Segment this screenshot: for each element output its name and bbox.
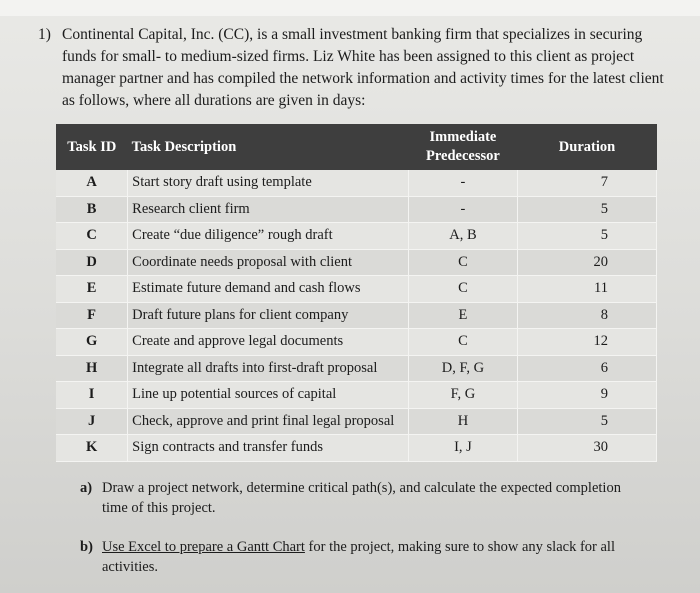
header-predecessor-line2: Predecessor [426, 148, 500, 164]
cell-description: Create and approve legal documents [128, 329, 409, 356]
header-predecessor-line1: Immediate [429, 129, 497, 145]
cell-task-id: G [56, 329, 128, 356]
part-b-text: for the project, making sure to show any slack for all activities. [102, 539, 615, 575]
cell-description: Research client firm [128, 196, 409, 223]
table-row [56, 276, 657, 303]
part-a [80, 478, 640, 518]
table-row [56, 249, 657, 276]
header-task-id: Task ID [56, 124, 128, 170]
cell-task-id: D [56, 249, 128, 276]
cell-predecessor: I, J [408, 435, 517, 462]
table-row [56, 302, 657, 329]
cell-description: Line up potential sources of capital [128, 382, 409, 409]
part-b-body [102, 537, 670, 577]
cell-duration: 7 [518, 170, 657, 196]
cell-predecessor: - [408, 170, 517, 196]
question-number: 1) [38, 26, 51, 43]
cell-duration: 30 [518, 435, 657, 462]
cell-predecessor: E [408, 302, 517, 329]
cell-predecessor: C [408, 276, 517, 303]
question-text: Continental Capital, Inc. (CC), is a small investment banking firm that specializes in securing funds for small- to medium-sized firms. Liz White has been assigned to this client as project manager partner and has compiled the network information and activity times for the latest client as follows, where all durations are given in days: [62, 26, 664, 109]
cell-task-id: A [56, 170, 128, 196]
table-row [56, 223, 657, 250]
part-a-text: Draw a project network, determine critical path(s), and calculate the expected completion time of this project. [102, 480, 621, 516]
question-1 [38, 24, 678, 112]
task-table [56, 124, 657, 462]
cell-description: Start story draft using template [128, 170, 409, 196]
cell-description: Create “due diligence” rough draft [128, 223, 409, 250]
header-task-description: Task Description [128, 124, 409, 170]
cell-task-id: C [56, 223, 128, 250]
cell-predecessor: - [408, 196, 517, 223]
cell-predecessor: C [408, 329, 517, 356]
table-body [56, 170, 657, 461]
cell-task-id: J [56, 408, 128, 435]
cell-predecessor: D, F, G [408, 355, 517, 382]
top-edge [0, 0, 700, 16]
cell-predecessor: C [408, 249, 517, 276]
table-row [56, 196, 657, 223]
cell-predecessor: F, G [408, 382, 517, 409]
cell-task-id: I [56, 382, 128, 409]
cell-predecessor: A, B [408, 223, 517, 250]
cell-task-id: F [56, 302, 128, 329]
part-a-label: a) [80, 480, 93, 496]
part-b [80, 537, 670, 577]
cell-description: Check, approve and print final legal proposal [128, 408, 409, 435]
cell-description: Integrate all drafts into first-draft proposal [128, 355, 409, 382]
cell-duration: 20 [518, 249, 657, 276]
table-header-row [56, 124, 657, 170]
cell-duration: 5 [518, 223, 657, 250]
part-b-label: b) [80, 539, 93, 555]
cell-duration: 11 [518, 276, 657, 303]
header-duration: Duration [518, 124, 657, 170]
cell-task-id: E [56, 276, 128, 303]
table-row [56, 435, 657, 462]
cell-task-id: H [56, 355, 128, 382]
cell-description: Coordinate needs proposal with client [128, 249, 409, 276]
table-row [56, 408, 657, 435]
cell-task-id: K [56, 435, 128, 462]
cell-duration: 8 [518, 302, 657, 329]
cell-duration: 12 [518, 329, 657, 356]
cell-description: Sign contracts and transfer funds [128, 435, 409, 462]
table-row [56, 355, 657, 382]
part-b-underlined: Use Excel to prepare a Gantt Chart [102, 539, 305, 555]
cell-duration: 5 [518, 408, 657, 435]
cell-description: Draft future plans for client company [128, 302, 409, 329]
cell-duration: 9 [518, 382, 657, 409]
cell-duration: 5 [518, 196, 657, 223]
table-row [56, 382, 657, 409]
cell-description: Estimate future demand and cash flows [128, 276, 409, 303]
header-immediate-predecessor [408, 124, 517, 170]
cell-task-id: B [56, 196, 128, 223]
table-row [56, 170, 657, 196]
cell-duration: 6 [518, 355, 657, 382]
cell-predecessor: H [408, 408, 517, 435]
table-row [56, 329, 657, 356]
